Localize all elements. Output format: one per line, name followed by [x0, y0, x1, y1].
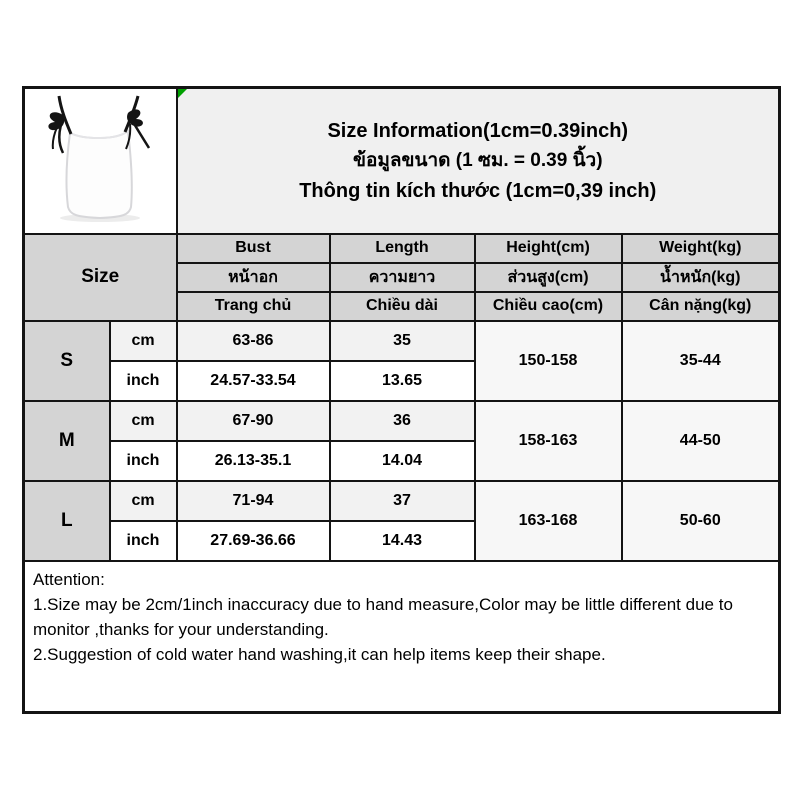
- product-image-cell: [24, 88, 177, 234]
- size-m-label: M: [24, 401, 110, 481]
- height-value: 158-163: [475, 401, 622, 481]
- header-height-th: ส่วนสูง(cm): [475, 263, 622, 292]
- bust-value: 67-90: [177, 401, 330, 441]
- unit-label: cm: [110, 321, 177, 361]
- header-height-en: Height(cm): [475, 234, 622, 263]
- length-value: 14.04: [330, 441, 475, 481]
- product-image: [25, 91, 176, 231]
- attention-heading: Attention:: [33, 569, 105, 589]
- title-cell: [177, 88, 780, 234]
- length-value: 14.43: [330, 521, 475, 561]
- header-bust-vi: Trang chủ: [177, 292, 330, 321]
- title-th: ข้อมูลขนาด (1 ซม. = 0.39 นิ้ว): [352, 149, 603, 171]
- size-l-label: L: [24, 481, 110, 561]
- unit-label: cm: [110, 401, 177, 441]
- header-size: Size: [24, 234, 177, 321]
- length-value: 37: [330, 481, 475, 521]
- header-weight-en: Weight(kg): [622, 234, 780, 263]
- bust-value: 63-86: [177, 321, 330, 361]
- height-value: 150-158: [475, 321, 622, 401]
- attention-item-2: 2.Suggestion of cold water hand washing,it can help items keep their shape.: [33, 644, 606, 664]
- camisole-top-illustration: [25, 91, 175, 231]
- bust-value: 27.69-36.66: [177, 521, 330, 561]
- size-chart-table: [22, 86, 781, 714]
- length-value: 13.65: [330, 361, 475, 401]
- height-value: 163-168: [475, 481, 622, 561]
- title-en: Size Information(1cm=0.39inch): [327, 119, 629, 142]
- size-s-label: S: [24, 321, 110, 401]
- unit-label: inch: [110, 441, 177, 481]
- green-corner-marker-icon: [178, 89, 187, 98]
- weight-value: 44-50: [622, 401, 780, 481]
- header-length-en: Length: [330, 234, 475, 263]
- attention-cell: [24, 561, 780, 713]
- length-value: 35: [330, 321, 475, 361]
- header-weight-vi: Cân nặng(kg): [622, 292, 780, 321]
- header-weight-th: น้ำหนัก(kg): [622, 263, 780, 292]
- unit-label: cm: [110, 481, 177, 521]
- unit-label: inch: [110, 521, 177, 561]
- weight-value: 50-60: [622, 481, 780, 561]
- header-length-vi: Chiều dài: [330, 292, 475, 321]
- weight-value: 35-44: [622, 321, 780, 401]
- header-bust-th: หน้าอก: [177, 263, 330, 292]
- title-vi: Thông tin kích thước (1cm=0,39 inch): [299, 179, 657, 202]
- bust-value: 26.13-35.1: [177, 441, 330, 481]
- length-value: 36: [330, 401, 475, 441]
- unit-label: inch: [110, 361, 177, 401]
- bust-value: 24.57-33.54: [177, 361, 330, 401]
- bust-value: 71-94: [177, 481, 330, 521]
- attention-item-1: 1.Size may be 2cm/1inch inaccuracy due to hand measure,Color may be little different due to monitor ,thanks for your understanding.: [33, 594, 733, 639]
- header-bust-en: Bust: [177, 234, 330, 263]
- header-height-vi: Chiều cao(cm): [475, 292, 622, 321]
- header-length-th: ความยาว: [330, 263, 475, 292]
